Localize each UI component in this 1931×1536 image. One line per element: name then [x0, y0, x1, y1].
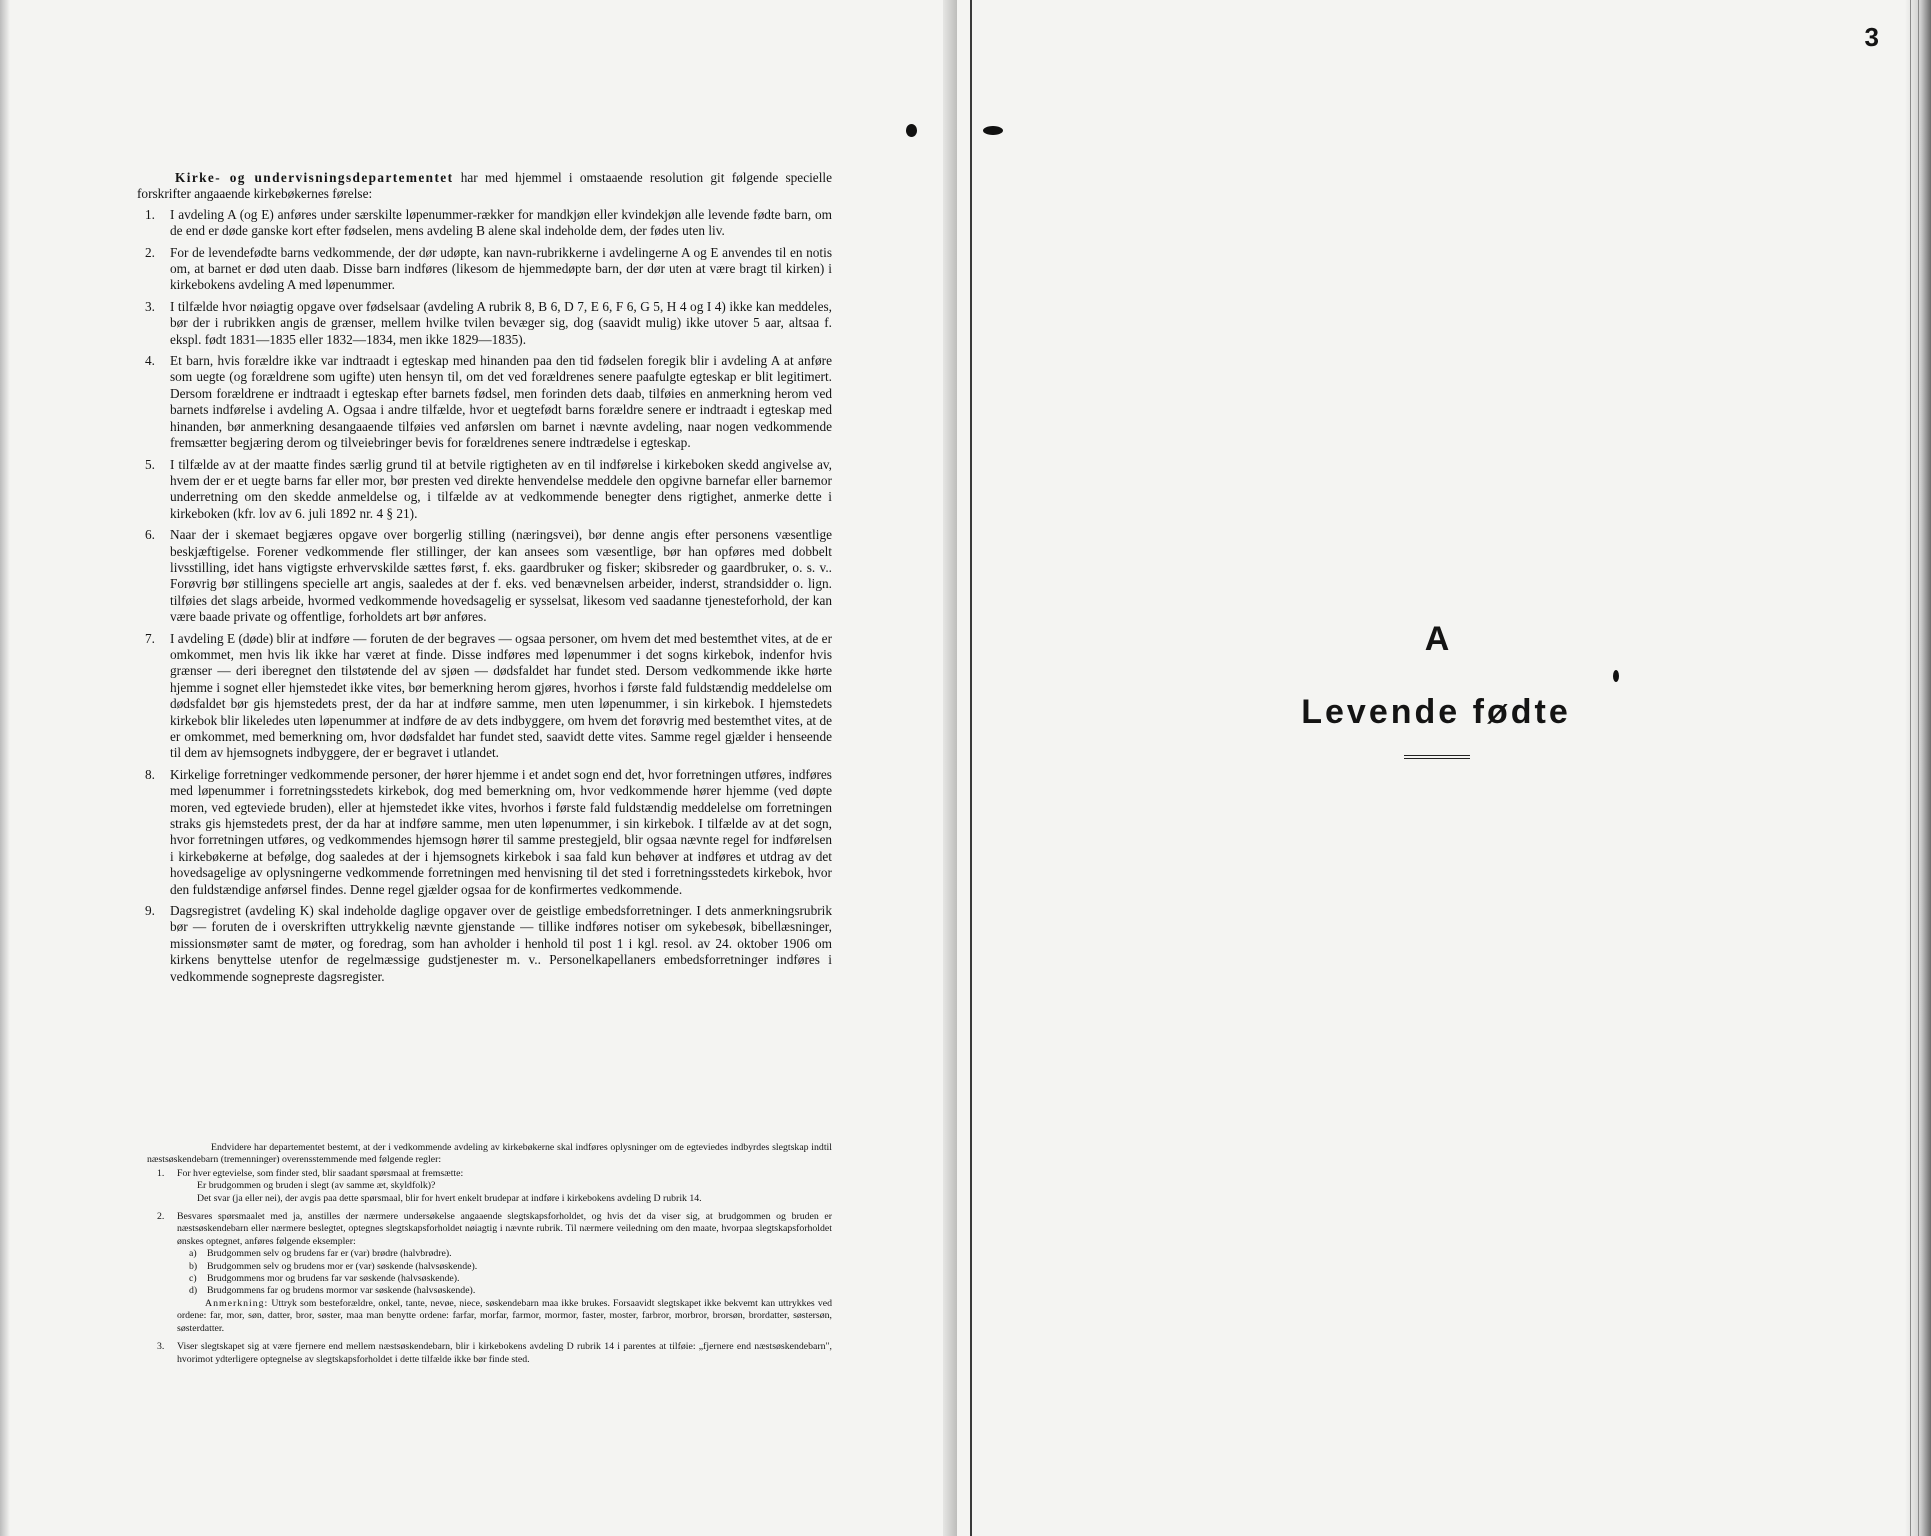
item-text: Besvares spørsmaalet med ja, anstilles der nærmere undersøkelse angaaende slegtskapsforholdet, og hvis det da viser sig, at brudgommen og bruden er næstsøskendebarn eller nærmere beslegtet, optegnes slegtskapsforholdet nøiagtig i nævnte rubrik. Til nærmere veiledning om den maate, hvorpaa slegtskapsforholdet ønskes optegnet, anføres følgende eksempler: — [177, 1211, 832, 1247]
example-letter: c) — [189, 1273, 197, 1285]
rule-text: Naar der i skemaet begjæres opgave over borgerlig stilling (næringsvei), bør denne angis efter personens væsentlige beskjæftigelse. Forener vedkommende fler stillinger, der kan ansees som væsentlige, bør han opføres med dobbelt livsstilling, idet hans vigtigste erhvervskilde sættes først, f. eks. gaardbruker og fisker; skibsreder og gaardbruker, o. s. v.. Forøvrig bør stillingens specielle art angis, saaledes at der f. eks. ved benævnelsen arbeider, inderst, strandsidder o. lign. tilføies det slags arbeide, hvormed vedkommende hovedsagelig er sysselsat, likesom ved saadanne tjenesteforhold, der kan være baade private og offentlige, forholdets art bør anføres. — [170, 527, 832, 625]
supplement-item — [147, 1168, 832, 1180]
page-edge-line — [1910, 0, 1911, 1536]
remark-label: Anmerkning: — [205, 1297, 269, 1309]
rule-item — [137, 299, 832, 348]
example-text: Brudgommen selv og brudens mor er (var) søskende (halvsøskende). — [207, 1260, 478, 1272]
page-edge-shadow — [0, 0, 10, 1536]
ink-blot — [906, 124, 917, 137]
rule-number: 1. — [145, 206, 155, 222]
rule-text: Kirkelige forretninger vedkommende personer, der hører hjemme i et andet sogn end det, hvor forretningen utføres, indføres med løpenummer i forretningsstedets kirkebok, dog med bemerkning om, hvor vedkommende hører hjemme (ved døpte moren, ved egteviede bruden), eller at hjemstedet ikke vites, hvorhos i første fald fuldstændig meddelelse om forretningen straks gis hjemstedets prest, der da har at indføre samme, men uten løpenummer, i sin kirkebok. I tilfælde av at det sogn, hvor forretningen utføres, og vedkommendes hjemsogn hører til samme prestegjeld, blir ogsaa nævnte regel for indførelsen i kirkebøkerne at befølge, dog saaledes at der i hjemsognets kirkebok i saa fald kun behøver at indføres et utdrag av det hovedsagelige av oplysningerne vedkommende forretningen med henvisning til det sted i forretningsstedets kirkebok, hvor den fuldstændige anførsel findes. Denne regel gjælder ogsaa for de konfirmertes vedkommende. — [170, 766, 832, 897]
example-letter: b) — [189, 1260, 198, 1272]
example-item — [147, 1273, 832, 1285]
example-item — [147, 1248, 832, 1260]
example-letter: d) — [189, 1285, 198, 1297]
item-text: For hver egtevielse, som finder sted, blir saadant spørsmaal at fremsætte: — [177, 1167, 464, 1179]
remark-text: Uttryk som besteforældre, onkel, tante, nevøe, niece, søskendebarn maa ikke brukes. Forsaavidt slegtskapet ikke bekvemt kan uttrykkes ved ordene: far, mor, søn, datter, bror, søster, maa man benytte ordene: farfar, morfar, farmor, mormor, faster, moster, farbror, morbror, brorsøn, brordatter, søstersøn, søsterdatter. — [177, 1297, 832, 1334]
rule-text: Dagsregistret (avdeling K) skal indeholde daglige opgaver over de geistlige embedsforretninger. I dets anmerkningsrubrik bør — foruten de i overskriften uttrykkelig nævnte gjenstande — tillike indføres notiser om sykebesøk, bibellæsninger, missionsmøter samt de møter, og foredrag, som han avholder i henhold til post 1 i kgl. resol. av 24. oktober 1906 om kirkens benyttelse utenfor de regelmæssige gudstjenester m. v.. Personelkapellaners embedsforretninger indføres i vedkommende sognepreste dagsregister. — [170, 903, 832, 984]
title-underline — [1404, 758, 1470, 759]
rule-item — [137, 903, 832, 985]
remark — [147, 1298, 832, 1335]
rule-number: 6. — [145, 527, 155, 543]
section-title: Levende fødte — [1301, 693, 1571, 731]
example-item — [147, 1261, 832, 1273]
left-page — [0, 0, 957, 1536]
ink-mark — [1613, 670, 1619, 682]
rule-text: For de levendefødte barns vedkommende, der dør udøpte, kan navn-rubrikkerne i avdelingerne A og E anvendes til en notis om, at barnet er død uten daab. Disse barn indføres (likesom de hjemmedøpte barn, der dør uten at være bragt til kirken) i kirkebokens avdeling A med løpenummer. — [170, 244, 832, 293]
supplement-intro: Endvidere har departementet bestemt, at der i vedkommende avdeling av kirkebøkerne skal indføres oplysninger om de egteviedes indbyrdes slegtskap indtil næstsøskendebarn (tremenninger) overensstemmende med følgende regler: — [147, 1142, 832, 1166]
example-letter: a) — [189, 1248, 197, 1260]
rule-number: 7. — [145, 630, 155, 646]
title-underline — [1404, 755, 1470, 756]
right-page — [957, 0, 1931, 1536]
rule-item — [137, 631, 832, 762]
kinship-supplement — [147, 1142, 832, 1366]
rule-text: I avdeling A (og E) anføres under særskilte løpenummer-rækker for mandkjøn eller kvindekjøn alle levende fødte barn, om de end er døde ganske kort efter fødselen, mens avdeling B alene skal indeholde dem, der fødes uten liv. — [170, 206, 832, 239]
rule-item — [137, 207, 832, 240]
rule-text: I avdeling E (døde) blir at indføre — foruten de der begraves — ogsaa personer, om hvem det med bestemthet vites, at de er omkommet, men hvis lik ikke har været at finde. Disse indføres med løpenummer i det sogns kirkebok, indenfor hvis grænser — deri iberegnet den tilstøtende del av sjøen — dødsfaldet har fundet sted. Dersom vedkommende ikke hørte hjemme i sognet eller hjemstedet ikke vites, bør bemerkning herom gjøres, hvorhos i første fald fuldstændig meddelelse om dødsfaldet bør gis hjemstedets prest, der da har at indføre samme, men uten løpenummer, i sin kirkebok. I hjemstedets kirkebok blir likeledes uten løpenummer at indføre de av dets indbyggere, om hvem det forøvrig med bestemthet vites, at de er omkommet, med bemerkning om, hvor dødsfaldet har fundet sted, saavidt dette vites. Samme regel gjælder i henseende til dem av hjemsognets indbyggere, der er begravet i utlandet. — [170, 630, 832, 761]
kinship-question: Er brudgommen og bruden i slegt (av samme æt, skyldfolk)? — [197, 1180, 436, 1192]
rule-number: 2. — [145, 244, 155, 260]
rule-item — [137, 767, 832, 898]
rule-item — [137, 457, 832, 523]
rule-item — [137, 527, 832, 625]
section-letter: A — [1424, 620, 1450, 658]
example-text: Brudgommen selv og brudens far er (var) brødre (halvbrødre). — [207, 1248, 452, 1260]
regulations-text — [137, 170, 832, 990]
spine-line — [970, 0, 972, 1536]
rules-list — [137, 207, 832, 985]
rule-number: 4. — [145, 353, 155, 369]
intro-text: har med hjemmel i omstaaende resolution git følgende specielle forskrifter angaaende kirkebøkernes førelse: — [137, 170, 833, 202]
regulations-intro — [137, 170, 832, 203]
rule-text: Et barn, hvis forældre ikke var indtraadt i egteskap med hinanden paa den tid fødselen foregik blir i avdeling A at anføre som uegte (og forældrene som ugifte) uten hensyn til, om det ved forældrenes senere paafulgte egteskap er blit legitimert. Dersom forældrene er indtraadt i egteskap efter barnets fødsel, men forinden dets daab, tilføies en anmerkning herom ved barnets indførelse i avdeling A. Ogsaa i andre tilfælde, hvor et uegtefødt barns forældre senere er indtraadt i egteskap med hinanden, bør anmerkning desangaaende tilføies ved anførslen om barnet i nævnte avdeling, naar nogen vedkommende fremsætter begjæring derom og tilveiebringer bevis for forældrenes senere indtrædelse i egteskap. — [170, 353, 832, 451]
ink-blot — [983, 126, 1003, 135]
item-number: 2. — [157, 1211, 165, 1223]
example-text: Brudgommens mor og brudens far var søskende (halvsøskende). — [207, 1273, 460, 1285]
item-number: 3. — [157, 1341, 165, 1353]
rule-item — [137, 245, 832, 294]
page-edge-line — [1918, 0, 1919, 1536]
supplement-item — [147, 1341, 832, 1366]
item-number: 1. — [157, 1167, 165, 1179]
page-number: 3 — [1864, 22, 1879, 52]
item-text: Viser slegtskapet sig at være fjernere end mellem næstsøskendebarn, blir i kirkebokens avdeling D rubrik 14 i parentes at tilføie: „fjernere end næstsøskendebarn", hvorimot ydterligere optegnelse av slegtskapsforholdet i dette tilfælde ikke bør finde sted. — [177, 1341, 832, 1365]
rule-text: I tilfælde av at der maatte findes særlig grund til at betvile rigtigheten av en til indførelse i kirkeboken skedd angivelse av, hvem der er et uegte barns far eller mor, bør presten ved direkte henvendelse meddele den opgivne barnefar eller barnemor underretning om den skedde anmeldelse og, i tilfælde av at vedkommende benegter dens rigtighet, anmerke dette i kirkeboken (kfr. lov av 6. juli 1892 nr. 4 § 21). — [170, 456, 832, 521]
spine-shadow — [943, 0, 957, 1536]
rule-number: 8. — [145, 766, 155, 782]
example-text: Brudgommens far og brudens mormor var søskende (halvsøskende). — [207, 1285, 476, 1297]
answer-instruction: Det svar (ja eller nei), der avgis paa dette spørsmaal, blir for hvert enkelt brudepar at indføre i kirkebokens avdeling D rubrik 14. — [197, 1192, 702, 1204]
rule-number: 5. — [145, 456, 155, 472]
rule-text: I tilfælde hvor nøiagtig opgave over fødselsaar (avdeling A rubrik 8, B 6, D 7, E 6, F 6, G 5, H 4 og I 4) ikke kan meddeles, bør der i rubrikken angis de grænser, mellem hvilke tvilen bevæger sig, dog (saavidt mulig) ikke utover 5 aar, altsaa f. ekspl. født 1831—1835 eller 1832—1834, men ikke 1829—1835). — [170, 298, 832, 347]
rule-item — [137, 353, 832, 451]
department-name: Kirke- og undervisningsdepartementet — [175, 170, 454, 185]
rule-number: 9. — [145, 903, 155, 919]
rule-number: 3. — [145, 298, 155, 314]
supplement-item — [147, 1211, 832, 1248]
example-item — [147, 1285, 832, 1297]
